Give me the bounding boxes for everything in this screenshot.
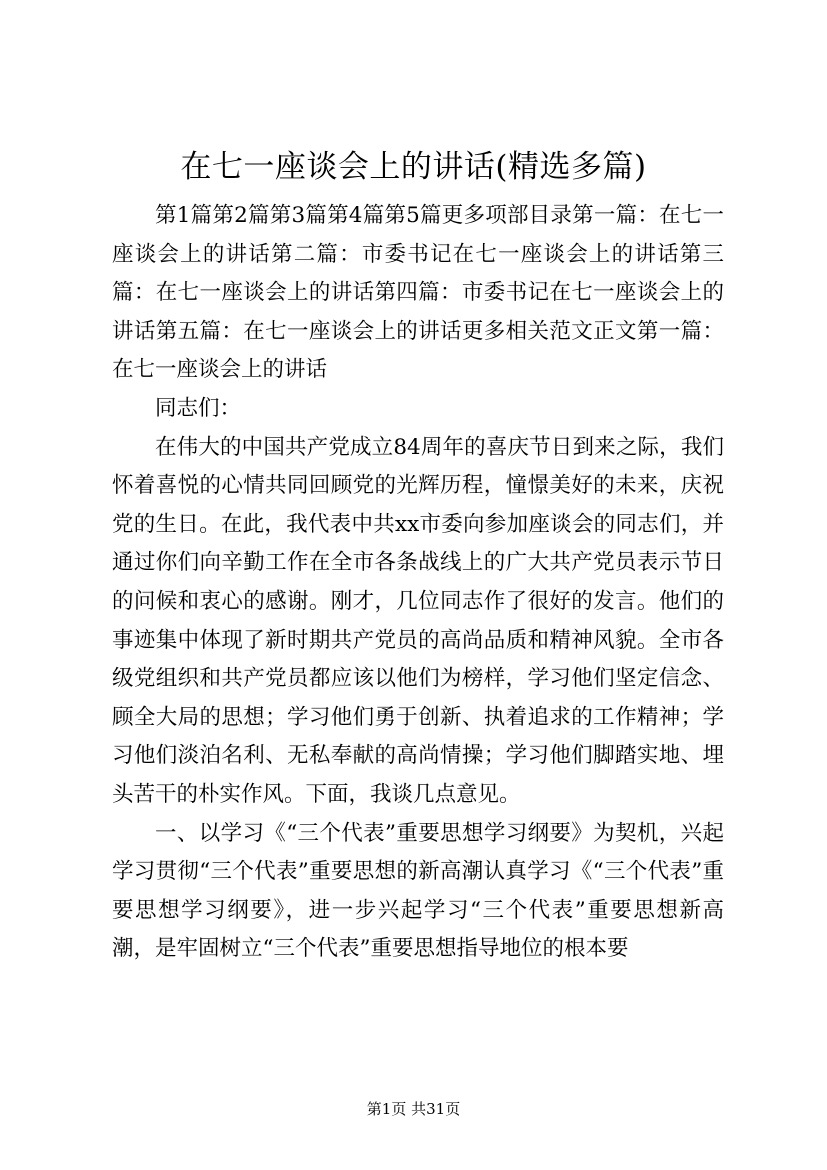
document-title: 在七一座谈会上的讲话(精选多篇): [180, 149, 647, 185]
document-body: [112, 197, 724, 969]
page-footer: 第1页 共31页: [366, 1100, 461, 1118]
paragraph-section-one: 一、以学习《“三个代表”重要思想学习纲要》为契机，兴起学习贯彻“三个代表”重要思想的新高潮认真学习《“三个代表”重要思想学习纲要》，进一步兴起学习“三个代表”重要思想新高潮，是牢固树立“三个代表”重要思想指导地位的根本要: [112, 820, 724, 962]
paragraph-salutation: 同志们：: [155, 395, 242, 421]
paragraph-opening: 在伟大的中国共产党成立84周年的喜庆节日到来之际，我们怀着喜悦的心情共同回顾党的光辉历程，憧憬美好的未来，庆祝党的生日。在此，我代表中共xx市委向参加座谈会的同志们，并通过你们向辛勤工作在全市各条战线上的广大共产党员表示节日的问候和衷心的感谢。刚才，几位同志作了很好的发言。他们的事迹集中体现了新时期共产党员的高尚品质和精神风貌。全市各级党组织和共产党员都应该以他们为榜样，学习他们坚定信念、顾全大局的思想；学习他们勇于创新、执着追求的工作精神；学习他们淡泊名利、无私奉献的高尚情操；学习他们脚踏实地、埋头苦干的朴实作风。下面，我谈几点意见。: [112, 434, 724, 807]
paragraph-table-of-contents: 第1篇第2篇第3篇第4篇第5篇更多项部目录第一篇：在七一座谈会上的讲话第二篇：市委书记在七一座谈会上的讲话第三篇：在七一座谈会上的讲话第四篇：市委书记在七一座谈会上的讲话第五篇：在七一座谈会上的讲话更多相关范文正文第一篇：在七一座谈会上的讲话: [112, 203, 724, 383]
